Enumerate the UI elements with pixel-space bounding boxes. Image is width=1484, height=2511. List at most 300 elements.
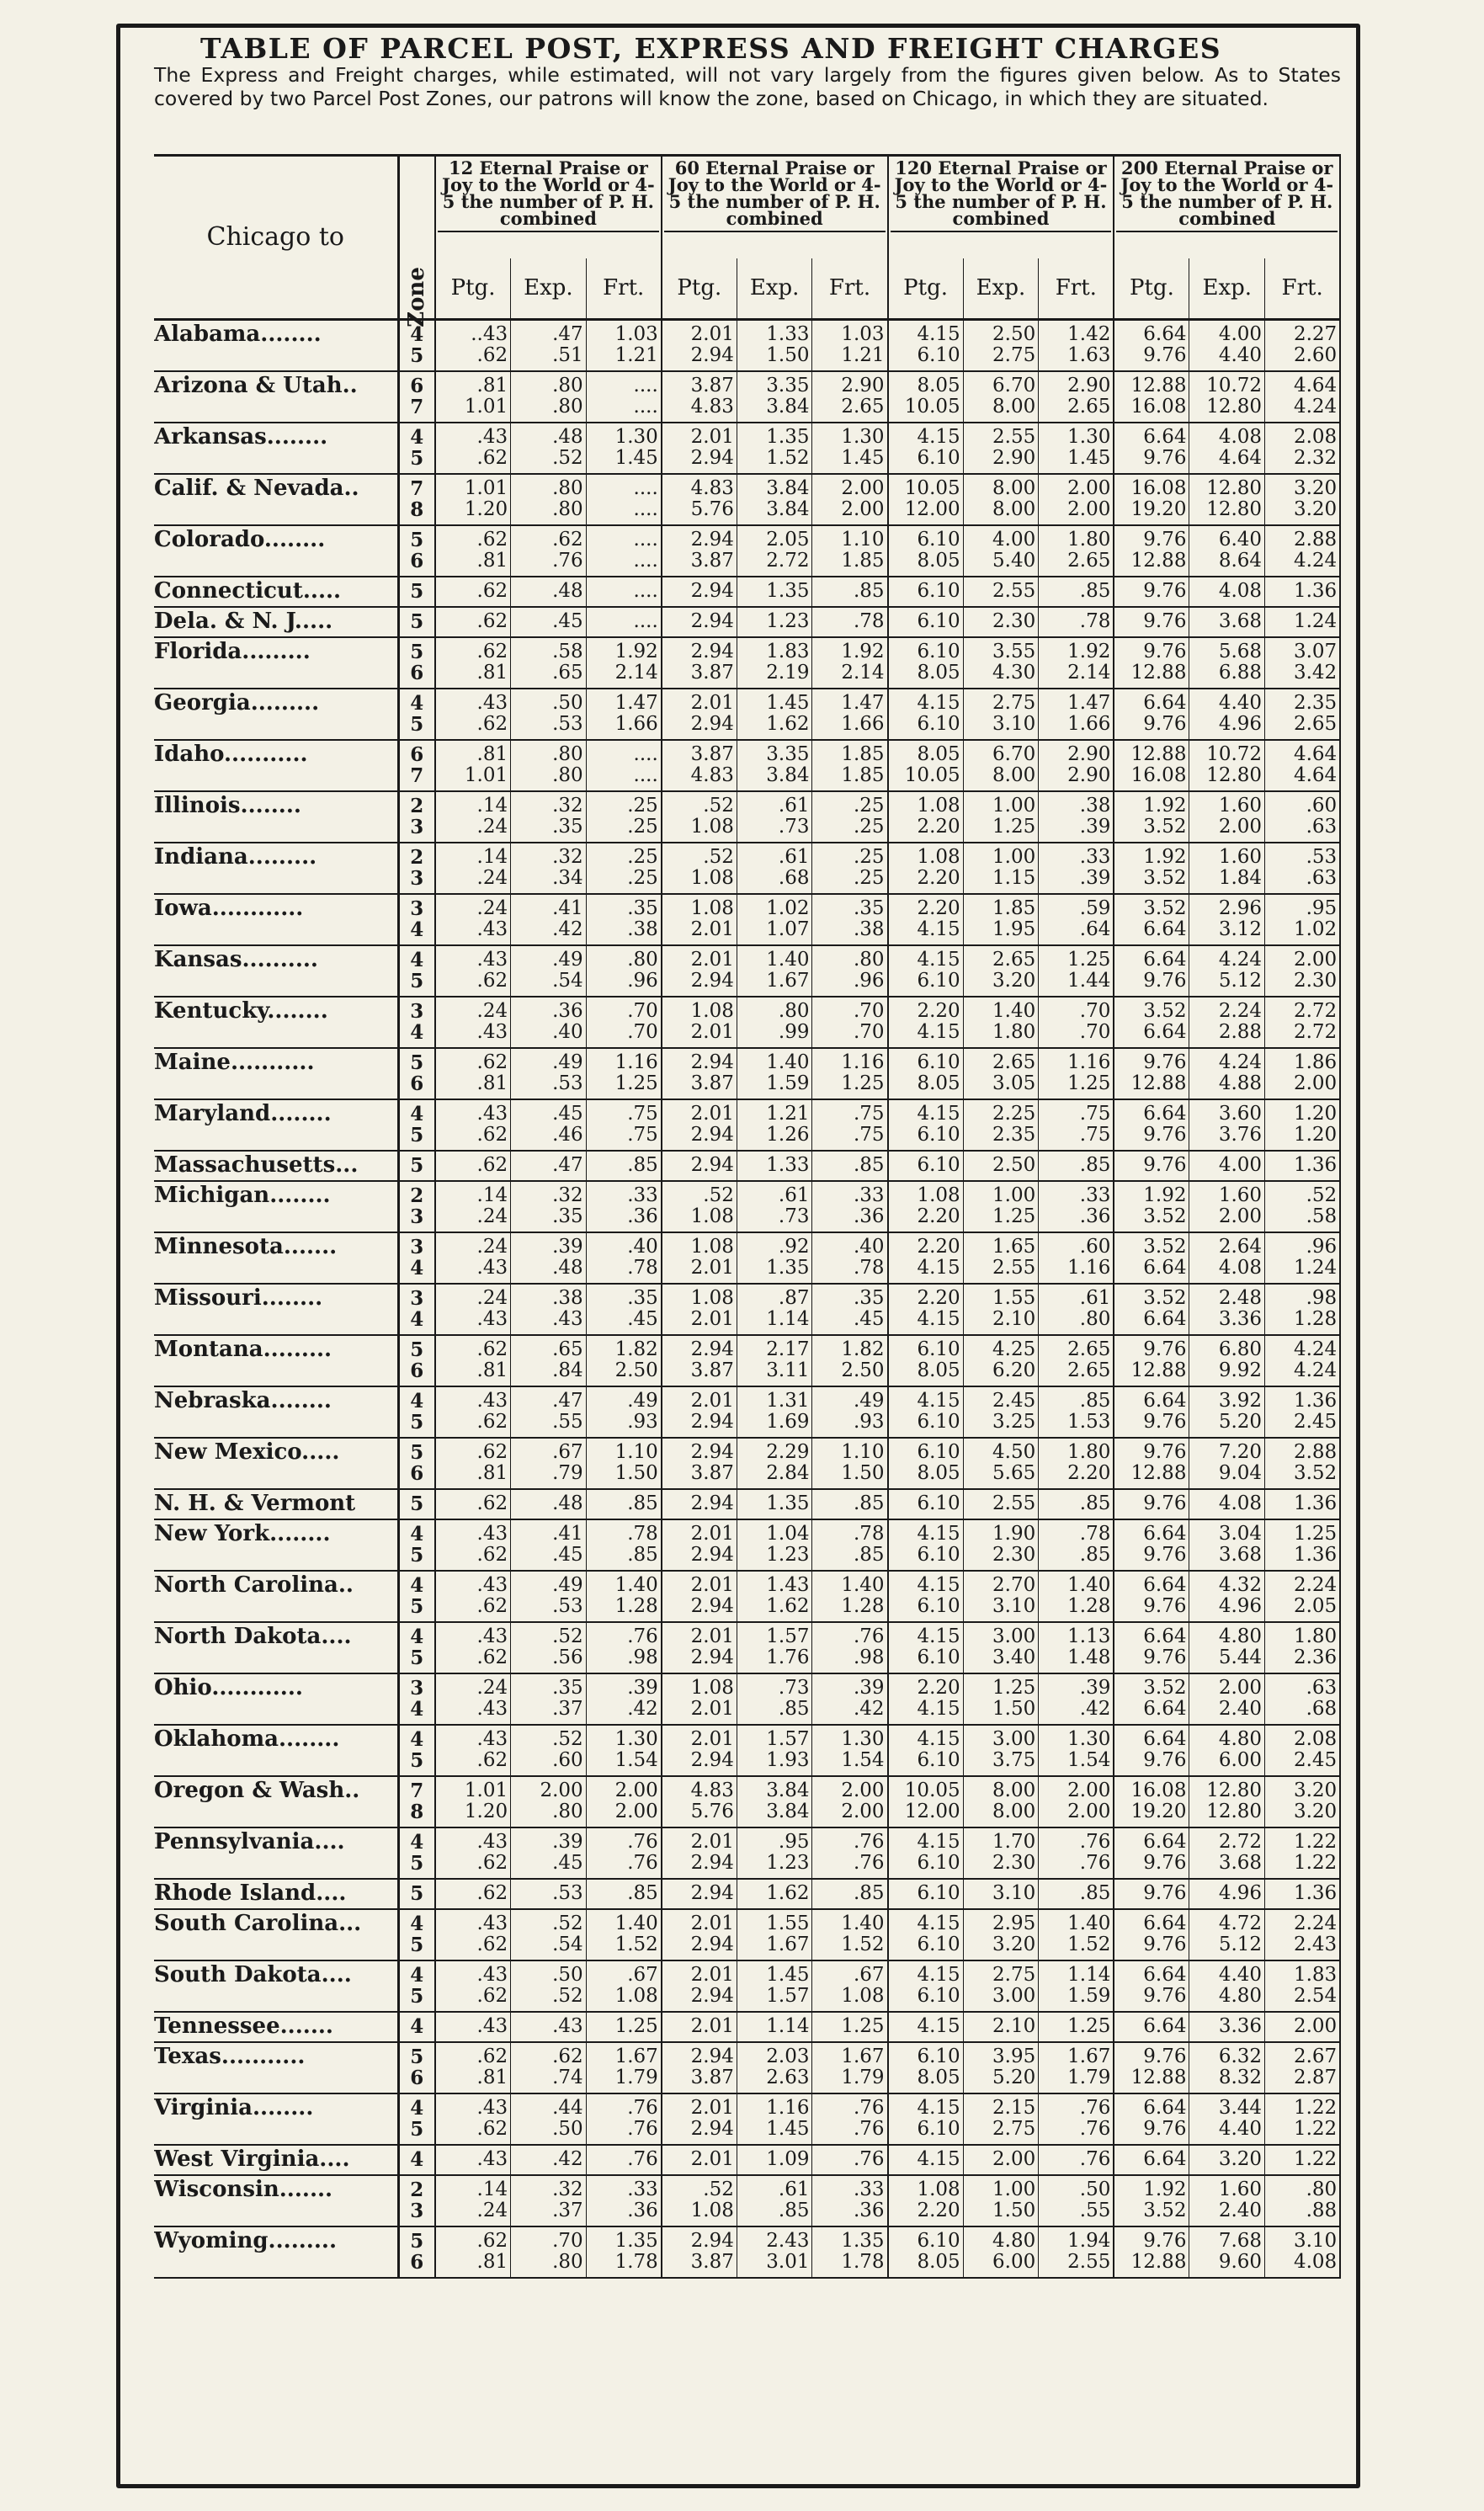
rate-value: .35 [552,1677,583,1699]
rate-cell [1039,1151,1114,1181]
rate-value: 3.20 [1293,1801,1338,1822]
zone-number: 3 [410,1677,424,1700]
state-name: Georgia......... [154,689,398,740]
zone-number: 5 [410,447,424,470]
rate-value: 6.10 [917,2046,960,2067]
state-name: Wisconsin....... [154,2175,398,2226]
rate-value: 1.67 [841,2046,885,2067]
rate-value: .62 [476,713,508,735]
rate-value: 9.76 [1143,580,1187,602]
table-row [154,607,1340,637]
rate-value: .43 [476,1308,508,1330]
rate-value: 1.25 [992,1677,1036,1699]
rate-cell [662,1151,737,1181]
rate-value: 1.45 [766,1964,810,1986]
rate-value: 1.28 [841,1595,885,1617]
rate-cell [812,2145,888,2175]
rate-value: 2.55 [992,1257,1036,1279]
rate-cell [1039,577,1114,607]
rate-cell [1265,1725,1341,1776]
rate-cell [662,637,737,689]
rate-value: 1.50 [992,2200,1036,2221]
rate-cell [812,1622,888,1673]
rate-value: 8.05 [917,1359,960,1381]
rate-cell [812,525,888,577]
rate-cell [888,1489,964,1519]
rate-cell [586,607,662,637]
rate-value: 2.55 [1067,2251,1111,2273]
rate-value: 2.94 [690,1441,734,1463]
rate-cell [737,1673,812,1725]
rate-cell [963,1099,1039,1151]
rate-value: .50 [552,2118,583,2140]
rate-value: .84 [552,1359,583,1381]
rate-cell [1189,1673,1265,1725]
rate-cell [662,945,737,997]
rate-value: .80 [552,1801,583,1822]
rate-cell [963,371,1039,423]
table-row [154,320,1340,372]
rate-value: .24 [476,1677,508,1699]
rate-value: 1.31 [766,1390,810,1412]
rate-value: 5.12 [1218,1934,1263,1955]
rate-cell [586,1960,662,2012]
rate-value: 2.20 [917,1677,960,1699]
rate-cell [1039,1776,1114,1827]
rate-cell [435,1181,511,1232]
rate-value: 3.87 [690,743,734,765]
rate-value: 4.24 [1293,1338,1338,1360]
rate-cell [812,1909,888,1960]
rate-value: .76 [1079,1852,1111,1874]
rate-cell [812,2226,888,2278]
rate-value: 2.00 [992,2148,1036,2170]
rate-cell [662,1879,737,1909]
rate-value: 2.00 [1293,949,1338,971]
zone-number: 4 [410,949,424,971]
rate-cell [662,1725,737,1776]
rate-value: 2.29 [766,1441,810,1463]
rate-cell [511,2226,587,2278]
rate-value: 19.20 [1130,498,1187,520]
rate-value: .85 [627,1544,658,1566]
rate-cell [586,791,662,843]
rate-value: 6.10 [917,1749,960,1771]
rate-value: .81 [476,550,508,572]
rate-cell [812,1232,888,1284]
rate-cell [1265,2226,1341,2278]
rate-cell [435,320,511,372]
rate-cell [1114,637,1189,689]
rate-value: .85 [1079,1492,1111,1514]
table-row [154,1571,1340,1622]
rate-value: 6.10 [917,1985,960,2007]
rate-value: 1.14 [766,2015,810,2037]
rate-cell [435,423,511,474]
rate-cell [662,2145,737,2175]
rate-value: 2.45 [1293,1749,1338,1771]
rate-value: 2.88 [1293,529,1338,551]
table-row [154,1673,1340,1725]
rate-value: .78 [627,1523,658,1545]
rate-value: 3.25 [992,1411,1036,1433]
rate-value: .80 [552,764,583,786]
rate-cell [511,1827,587,1879]
rate-value: 2.65 [1067,1359,1111,1381]
group-header-200 [1114,156,1340,258]
rate-cell [1039,320,1114,372]
rate-cell [1265,1519,1341,1571]
rate-value: 1.28 [1293,1308,1338,1330]
rate-value: 1.40 [614,1913,658,1934]
rate-value: 3.00 [992,1728,1036,1750]
rate-value: .62 [476,2230,508,2252]
rate-cell [662,1386,737,1438]
rate-value: .70 [853,1000,885,1022]
rate-value: 12.80 [1206,396,1263,418]
rate-cell [1265,1048,1341,1099]
rate-cell [435,1776,511,1827]
rate-value: 1.53 [1067,1411,1111,1433]
rate-value: .85 [853,1882,885,1904]
rate-value: 2.01 [690,949,734,971]
rate-value: 1.48 [1067,1647,1111,1668]
rate-cell [812,791,888,843]
rate-value: 1.03 [841,323,885,345]
rate-value: 1.67 [1067,2046,1111,2067]
rate-value: 3.87 [690,1462,734,1484]
rate-cell [511,1519,587,1571]
rate-value: 6.10 [917,1441,960,1463]
rate-value: 4.15 [917,1308,960,1330]
rate-value: 1.92 [1143,795,1187,817]
rate-value: .39 [552,1831,583,1853]
rate-cell [1189,2175,1265,2226]
table-row [154,2145,1340,2175]
rate-value: .24 [476,867,508,889]
rate-value: 4.15 [917,1913,960,1934]
zone-cell [398,2093,435,2145]
rate-value: 1.23 [766,1852,810,1874]
rate-cell [1039,1284,1114,1335]
rate-value: 2.00 [1067,498,1111,520]
rate-value: 1.20 [1293,1103,1338,1125]
rate-value: .85 [1079,1544,1111,1566]
state-name: Idaho........... [154,740,398,791]
rate-value: 1.67 [614,2046,658,2067]
rate-value: 1.63 [1067,344,1111,366]
rate-value: 1.35 [841,2230,885,2252]
rate-value: 2.55 [992,426,1036,448]
rate-value: 2.01 [690,692,734,714]
rate-cell [1114,1879,1189,1909]
zone-number: 4 [410,1913,424,1935]
rate-value: 2.45 [992,1390,1036,1412]
rate-cell [662,2175,737,2226]
rate-value: .32 [552,795,583,817]
rate-value: 1.30 [614,1728,658,1750]
rate-value: 2.94 [690,1544,734,1566]
rate-value: .39 [1079,1677,1111,1699]
rate-cell [1189,1909,1265,1960]
rate-value: .85 [627,1492,658,1514]
rate-cell [888,1232,964,1284]
rate-value: 1.50 [992,1698,1036,1720]
rate-value: .59 [1079,897,1111,919]
rate-value: 2.08 [1293,1728,1338,1750]
rate-value: 3.01 [766,2251,810,2273]
rate-value: .54 [552,1934,583,1955]
zone-cell [398,2042,435,2093]
rate-value: .43 [476,2015,508,2037]
rate-value: .... [633,498,658,520]
rate-value: .75 [627,1124,658,1146]
rate-value: 1.25 [1067,2015,1111,2037]
rate-value: .25 [853,795,885,817]
rate-value: 3.68 [1218,1852,1263,1874]
rate-value: 1.54 [841,1749,885,1771]
rate-value: 1.08 [917,1184,960,1206]
rate-value: 2.94 [690,1882,734,1904]
rate-value: 1.20 [464,498,508,520]
rate-cell [435,1284,511,1335]
rate-cell [662,1438,737,1489]
rate-cell [662,1335,737,1386]
rate-value: 6.10 [917,1852,960,1874]
state-name: Tennessee....... [154,2012,398,2042]
rate-value: 2.30 [1293,970,1338,992]
rate-value: .43 [476,949,508,971]
rate-cell [888,607,964,637]
rate-value: .52 [552,1625,583,1647]
rate-value: 1.40 [992,1000,1036,1022]
rate-value: .39 [1079,816,1111,838]
zone-cell [398,1335,435,1386]
rate-cell [435,474,511,525]
rate-cell [1114,607,1189,637]
rate-cell [963,2175,1039,2226]
zone-number: 7 [410,764,424,787]
rate-cell [737,1489,812,1519]
rate-value: 9.76 [1143,529,1187,551]
rate-cell [511,577,587,607]
rate-value: 1.40 [1067,1574,1111,1596]
rate-value: .52 [703,2179,734,2200]
rate-value: .76 [627,1625,658,1647]
rate-value: .47 [552,1154,583,1176]
rate-cell [1114,689,1189,740]
rate-cell [812,1048,888,1099]
rate-value: .76 [853,1852,885,1874]
rate-value: .49 [552,1574,583,1596]
rate-value: .43 [476,2097,508,2119]
zone-cell [398,525,435,577]
rate-cell [1265,525,1341,577]
rate-value: 4.15 [917,1574,960,1596]
rate-cell [586,1284,662,1335]
group-header-label: 120 Eternal Praise or Joy to the World or 4-5 the number of P. H. combined [891,160,1112,232]
rate-cell [662,791,737,843]
rate-value: 2.24 [1293,1913,1338,1934]
rate-cell [1114,1776,1189,1827]
rate-cell [586,2175,662,2226]
rate-value: 2.67 [1293,2046,1338,2067]
rate-cell [662,1827,737,1879]
sub-header-ptg: Ptg. [1114,258,1189,320]
rate-value: .39 [1079,867,1111,889]
rate-value: 2.01 [690,1523,734,1545]
rate-cell [435,1622,511,1673]
rate-cell [586,1571,662,1622]
rate-cell [888,689,964,740]
rate-cell [737,1181,812,1232]
rate-value: 3.87 [690,375,734,396]
rate-value: .33 [1079,846,1111,868]
rate-value: .85 [853,580,885,602]
rate-value: 6.10 [917,2118,960,2140]
rate-cell [963,1284,1039,1335]
rate-cell [963,637,1039,689]
rate-value: 4.15 [917,1021,960,1043]
rate-cell [888,320,964,372]
rate-value: 8.00 [992,764,1036,786]
rate-cell [435,2012,511,2042]
rate-value: 2.01 [690,1964,734,1986]
table-row [154,2012,1340,2042]
rate-value: 12.88 [1130,2251,1187,2273]
rate-value: 1.25 [1293,1523,1338,1545]
rate-value: 10.72 [1206,375,1263,396]
rate-cell [1039,474,1114,525]
rate-value: 2.94 [690,580,734,602]
rate-value: 1.01 [464,396,508,418]
rate-value: 3.52 [1143,2200,1187,2221]
rate-value: .76 [853,2118,885,2140]
rate-cell [812,740,888,791]
rate-value: 16.08 [1130,764,1187,786]
table-row [154,945,1340,997]
rate-value: .53 [552,1882,583,1904]
rate-cell [1114,371,1189,423]
rate-cell [1189,1335,1265,1386]
rate-cell [1039,2042,1114,2093]
rate-value: 3.87 [690,2067,734,2088]
rate-cell [586,1048,662,1099]
rate-value: .74 [552,2067,583,2088]
rate-cell [1039,945,1114,997]
rate-value: .53 [552,1072,583,1094]
rate-cell [963,1622,1039,1673]
rate-value: 3.10 [1293,2230,1338,2252]
rate-value: 3.87 [690,2251,734,2273]
rate-value: 5.65 [992,1462,1036,1484]
rate-value: 1.80 [1067,529,1111,551]
rate-value: 1.35 [614,2230,658,2252]
rate-cell [511,689,587,740]
state-name: Colorado........ [154,525,398,577]
rate-cell [963,1181,1039,1232]
rate-cell [1114,1284,1189,1335]
table-row [154,791,1340,843]
rate-cell [1114,2226,1189,2278]
rate-value: 4.24 [1218,949,1263,971]
rate-value: .93 [627,1411,658,1433]
rate-cell [737,2012,812,2042]
rate-cell [435,1232,511,1284]
rate-value: .43 [476,1913,508,1934]
rate-cell [1189,1960,1265,2012]
sub-header-exp: Exp. [963,258,1039,320]
rate-value: 6.64 [1143,2148,1187,2170]
rate-cell [812,1099,888,1151]
rate-value: 1.40 [841,1913,885,1934]
group-header-120 [888,156,1114,258]
rate-value: 2.17 [766,1338,810,1360]
rate-value: 2.94 [690,2118,734,2140]
rate-value: 2.00 [1293,2015,1338,2037]
rate-cell [812,1960,888,2012]
rate-value: 4.15 [917,918,960,940]
rate-value: .75 [853,1124,885,1146]
rate-cell [737,1725,812,1776]
zone-number: 5 [410,1544,424,1567]
rate-value: 2.65 [1067,1338,1111,1360]
rate-cell [888,1673,964,1725]
rate-cell [586,1151,662,1181]
rate-value: 12.88 [1130,375,1187,396]
rate-value: 1.50 [841,1462,885,1484]
rate-value: 2.08 [1293,426,1338,448]
rate-cell [888,577,964,607]
rate-cell [812,577,888,607]
zone-number: 2 [410,846,424,869]
rate-cell [662,1960,737,2012]
rate-cell [1265,2145,1341,2175]
rate-cell [1189,945,1265,997]
rate-value: 6.64 [1143,1523,1187,1545]
rate-value: 4.08 [1218,580,1263,602]
rate-value: 1.80 [992,1021,1036,1043]
zone-cell [398,2012,435,2042]
table-row [154,525,1340,577]
rate-cell [1114,1232,1189,1284]
rate-cell [662,371,737,423]
rate-value: .62 [476,641,508,662]
rate-value: 1.55 [992,1287,1036,1309]
zone-number: 4 [410,2148,424,2171]
rate-value: 1.40 [614,1574,658,1596]
rate-cell [963,423,1039,474]
rate-value: 2.05 [766,529,810,551]
rate-cell [1039,1519,1114,1571]
rate-value: 1.76 [766,1647,810,1668]
rate-value: .49 [552,949,583,971]
table-row [154,894,1340,945]
rate-cell [1265,607,1341,637]
zone-cell [398,1151,435,1181]
rate-value: 1.08 [690,816,734,838]
rate-value: 1.01 [464,1780,508,1801]
table-row [154,1284,1340,1335]
rate-value: 3.92 [1218,1390,1263,1412]
rate-value: 1.08 [690,2200,734,2221]
rate-cell [1114,1489,1189,1519]
rate-value: 1.08 [690,1677,734,1699]
rate-value: .43 [476,1103,508,1125]
rate-cell [737,1048,812,1099]
rate-value: 8.32 [1218,2067,1263,2088]
rate-value: 3.68 [1218,1544,1263,1566]
